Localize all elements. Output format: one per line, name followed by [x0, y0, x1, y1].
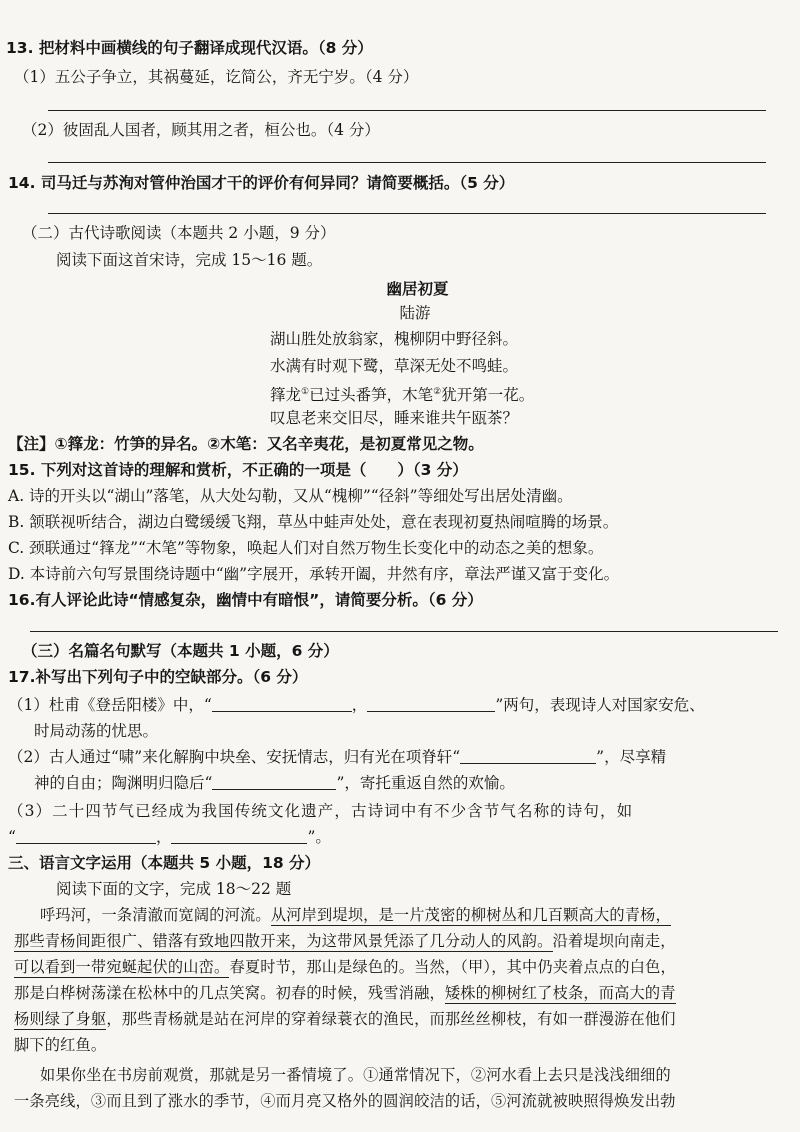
section-heading: （三）名篇名句默写（本题共 1 小题，6 分） — [22, 642, 339, 660]
q15-option-b: B. 颔联视听结合，湖边白鹭缓缓飞翔，草丛中蛙声处处，意在表现初夏热闹喧腾的场景。 — [8, 513, 619, 531]
note-mark: ① — [301, 387, 310, 397]
q15-option-c: C. 颈联通过“箨龙”“木笔”等物象，唤起人们对自然万物生长变化中的动态之美的想象。 — [8, 539, 604, 557]
q13-sub2: （2）彼固乱人国者，顾其用之者，桓公也。（4 分） — [22, 121, 380, 139]
poem-line: 湖山胜处放翁家，槐柳阴中野径斜。 — [270, 330, 519, 348]
fill-blank[interactable] — [212, 773, 336, 790]
underlined-text: 矮株的柳树红了枝条，而高大的青 — [444, 984, 676, 1002]
underlined-text: 杨则绿了身躯 — [14, 1010, 107, 1028]
poem-line: 水满有时观下鹭，草深无处不鸣蛙。 — [270, 357, 519, 375]
q17-item-3: （3）二十四节气已经成为我国传统文化遗产，古诗词中有不少含节气名称的诗句，如 — [8, 802, 634, 820]
underlined-text: 那些青杨间距很广、错落有致地四散开来，为这带风景凭添了几分动人的风韵。 — [14, 932, 553, 950]
fill-blank[interactable] — [367, 695, 495, 712]
fill-blank[interactable] — [460, 747, 596, 764]
fill-blank[interactable] — [16, 827, 156, 844]
part-heading: 三、语言文字运用（本题共 5 小题，18 分） — [8, 854, 321, 872]
q13-sub1: （1）五公子争立，其祸蔓延，讫简公，齐无宁岁。（4 分） — [14, 68, 419, 86]
underlined-text: 从河岸到堤坝，是一片茂密的柳树丛和几百颗高大的青杨， — [270, 906, 671, 924]
poem-line: 叹息老来交旧尽，睡来谁共午瓯茶？ — [270, 409, 519, 427]
poem-line: 箨龙①已过头番笋，木笔②犹开第一花。 — [270, 386, 535, 405]
q17-title: 17.补写出下列句子中的空缺部分。（6 分） — [8, 668, 308, 686]
passage-line: 脚下的红鱼。 — [14, 1036, 107, 1054]
q16-title: 16.有人评论此诗“情感复杂，幽情中有暗恨”，请简要分析。（6 分） — [8, 591, 483, 609]
passage-line: 呼玛河，一条清澈而宽阔的河流。从河岸到堤坝，是一片茂密的柳树丛和几百颗高大的青杨， — [40, 906, 671, 924]
poem-author: 陆游 — [399, 304, 431, 322]
fill-blank[interactable] — [212, 695, 352, 712]
note-mark: ② — [433, 387, 442, 397]
passage-line: 那些青杨间距很广、错落有致地四散开来，为这带风景凭添了几分动人的风韵。沿着堤坝向南走， — [14, 932, 676, 950]
answer-line — [48, 162, 766, 163]
section-heading: （二）古代诗歌阅读（本题共 2 小题，9 分） — [22, 224, 336, 242]
passage-line: 可以看到一带宛蜒起伏的山峦。春夏时节，那山是绿色的。当然，（甲），其中仍夹着点点的白色， — [14, 958, 676, 976]
q15-option-d: D. 本诗前六句写景围绕诗题中“幽”字展开，承转开阖，井然有序，章法严谨又富于变化。 — [8, 565, 620, 583]
q17-item-1: （1）杜甫《登岳阳楼》中，“ ， ”两句，表现诗人对国家安危、 — [8, 696, 705, 714]
passage-line: 如果你坐在书房前观赏，那就是另一番情境了。①通常情况下，②河水看上去只是浅浅细细的 — [40, 1066, 671, 1084]
q13-title: 13. 把材料中画横线的句子翻译成现代汉语。（8 分） — [6, 39, 373, 57]
passage-line: 一条亮线，③而且到了涨水的季节，④而月亮又格外的圆润皎洁的话，⑤河流就被映照得焕发出勃 — [14, 1092, 676, 1110]
q15-option-a: A. 诗的开头以“湖山”落笔，从大处勾勒，又从“槐柳”“径斜”等细处写出居处清幽。 — [8, 487, 573, 505]
q15-title: 15. 下列对这首诗的理解和赏析，不正确的一项是（ ）（3 分） — [8, 461, 468, 479]
answer-line — [30, 631, 778, 632]
answer-line — [48, 110, 766, 111]
fill-blank[interactable] — [171, 827, 307, 844]
q17-item-3-cont: “ ， ”。 — [8, 828, 331, 846]
passage-line: 那是白桦树荡漾在松林中的几点笑窝。初春的时候，残雪消融，矮株的柳树红了枝条，而高大的青 — [14, 984, 676, 1002]
section-instruction: 阅读下面这首宋诗，完成 15～16 题。 — [56, 251, 323, 269]
passage-line: 杨则绿了身躯，那些青杨就是站在河岸的穿着绿蓑衣的渔民，而那丝丝柳枝，有如一群漫游在他们 — [14, 1010, 676, 1028]
part-instruction: 阅读下面的文字，完成 18～22 题 — [56, 880, 292, 898]
q17-item-1-cont: 时局动荡的忧思。 — [34, 722, 159, 740]
q17-item-2: （2）古人通过“啸”来化解胸中块垒、安抚情志，归有光在项脊轩“ ”，尽享精 — [8, 748, 667, 766]
answer-line — [48, 213, 766, 214]
poem-title: 幽居初夏 — [386, 280, 449, 298]
poem-note: 【注】①箨龙：竹笋的异名。②木笔：又名辛夷花，是初夏常见之物。 — [8, 435, 484, 453]
q17-item-2-cont: 神的自由；陶渊明归隐后“ ”，寄托重返自然的欢愉。 — [34, 774, 515, 792]
underlined-text: 可以看到一带宛蜒起伏的山峦。 — [14, 958, 230, 976]
q14-title: 14. 司马迁与苏洵对管仲治国才干的评价有何异同？请简要概括。（5 分） — [8, 174, 515, 192]
